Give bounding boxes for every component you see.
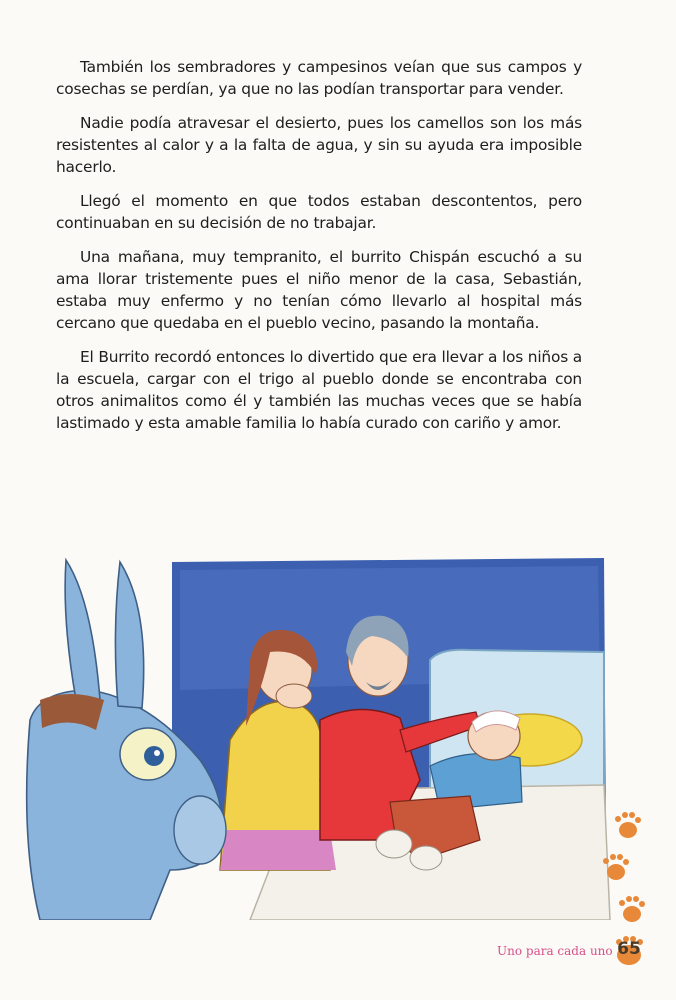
page-number-value: 65 xyxy=(617,939,641,959)
paragraph: El Burrito recordó entonces lo divertido que era llevar a los niños a la escuela, cargar con el trigo al pueblo donde se encontraba con otros animalitos como él y también las muchas veces que se había lastimado y esta amable familia lo había curado con cariño y amor. xyxy=(56,348,582,432)
page-number xyxy=(614,936,644,966)
book-title: Uno para cada uno xyxy=(497,944,613,958)
story-illustration xyxy=(0,540,620,920)
paragraph: Nadie podía atravesar el desierto, pues los camellos son los más resistentes al calor y a la falta de agua, y sin su ayuda era imposible hacerlo. xyxy=(56,114,582,176)
paragraph: También los sembradores y campesinos veían que sus campos y cosechas se perdían, ya que no las podían transportar para vender. xyxy=(56,58,582,98)
paw-icon xyxy=(619,896,645,922)
paw-prints xyxy=(600,810,650,930)
paragraph: Llegó el momento en que todos estaban descontentos, pero continuaban en su decisión de no trabajar. xyxy=(56,192,582,232)
paragraph: Una mañana, muy tempranito, el burrito Chispán escuchó a su ama llorar tristemente pues el niño menor de la casa, Sebastián, estaba muy enfermo y no tenían cómo llevarlo al hospital más cercano que quedaba en el pueblo vecino, pasando la montaña. xyxy=(56,248,582,332)
paw-icon xyxy=(603,854,629,880)
story-text xyxy=(56,56,582,446)
paw-icon xyxy=(615,812,641,838)
